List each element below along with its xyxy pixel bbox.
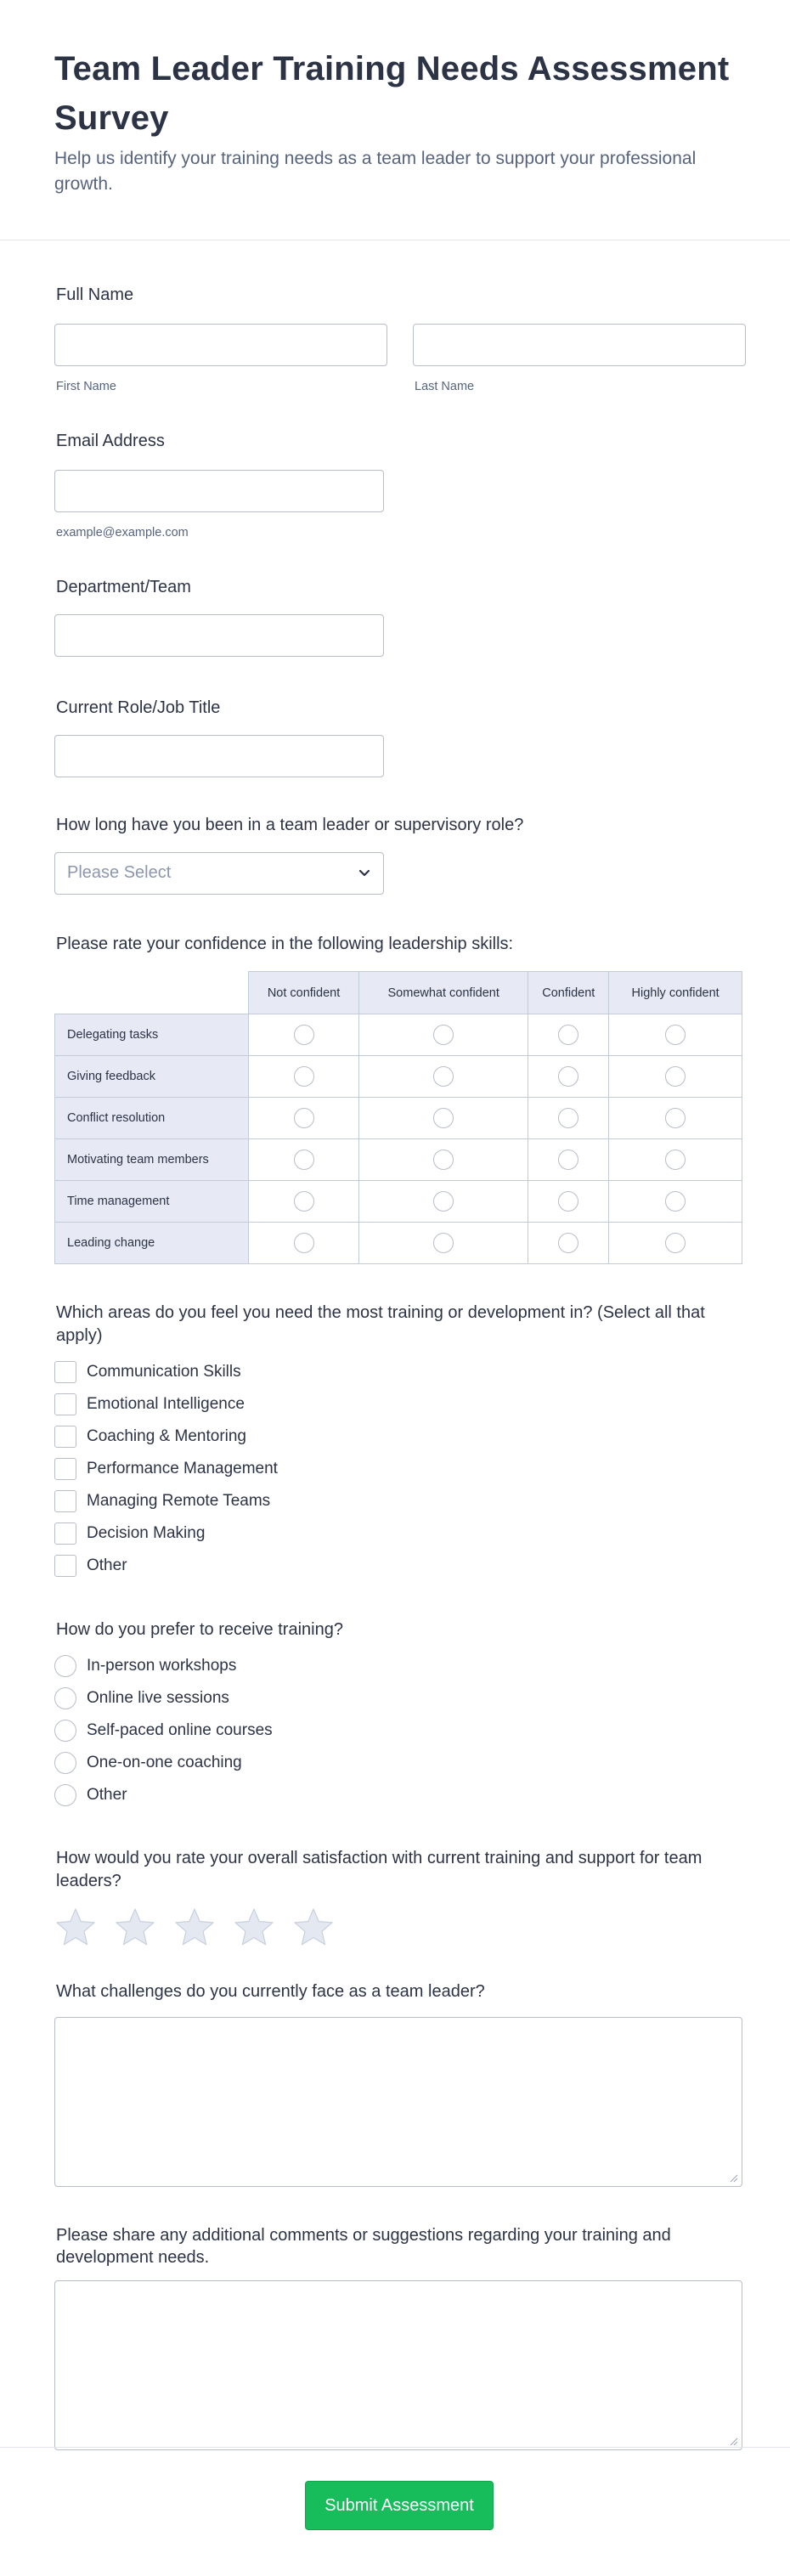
checkbox-option[interactable] [54, 1550, 744, 1582]
matrix-cell [609, 1056, 742, 1098]
matrix-cell [528, 1056, 609, 1098]
survey-form [0, 240, 790, 2450]
training-areas-options [54, 1356, 744, 1582]
matrix-cell [249, 1139, 359, 1181]
department-input[interactable] [54, 614, 384, 657]
matrix-row [55, 1139, 742, 1181]
tenure-placeholder: Please Select [67, 863, 172, 882]
form-header [0, 0, 790, 240]
matrix-cell [359, 1223, 528, 1264]
tenure-dropdown[interactable] [54, 852, 384, 895]
email-label: Email Address [56, 432, 165, 450]
matrix-radio[interactable] [433, 1233, 454, 1253]
resize-handle-icon[interactable] [730, 2438, 738, 2446]
matrix-cell [528, 1139, 609, 1181]
department-label: Department/Team [56, 578, 191, 596]
matrix-radio[interactable] [558, 1233, 578, 1253]
radio-button[interactable] [54, 1784, 76, 1806]
checkbox-option[interactable] [54, 1485, 744, 1517]
training-preference-question [54, 1618, 744, 1811]
matrix-radio[interactable] [433, 1191, 454, 1212]
radio-label: Self-paced online courses [87, 1721, 273, 1739]
matrix-cell [359, 1098, 528, 1139]
radio-option[interactable] [54, 1715, 744, 1747]
full-name-question [54, 240, 744, 393]
radio-label: One-on-one coaching [87, 1754, 242, 1771]
matrix-cell [609, 1223, 742, 1264]
checkbox-label: Emotional Intelligence [87, 1395, 245, 1413]
matrix-column-header: Somewhat confident [359, 972, 528, 1014]
checkbox-option[interactable] [54, 1517, 744, 1550]
matrix-row-label: Giving feedback [55, 1056, 249, 1098]
training-preference-options [54, 1650, 744, 1811]
comments-question [54, 2224, 744, 2450]
radio-button[interactable] [54, 1687, 76, 1709]
comments-label: Please share any additional comments or suggestions regarding your training and development needs. [56, 2226, 671, 2267]
training-areas-label: Which areas do you feel you need the most training or development in? (Select all that apply) [56, 1303, 705, 1345]
radio-option[interactable] [54, 1682, 744, 1715]
matrix-cell [609, 1181, 742, 1223]
matrix-cell [609, 1098, 742, 1139]
matrix-row-label: Motivating team members [55, 1139, 249, 1181]
matrix-cell [609, 1014, 742, 1056]
matrix-radio[interactable] [433, 1025, 454, 1045]
radio-option[interactable] [54, 1650, 744, 1682]
matrix-row [55, 1056, 742, 1098]
matrix-radio[interactable] [665, 1150, 686, 1170]
matrix-cell [249, 1223, 359, 1264]
matrix-radio[interactable] [665, 1191, 686, 1212]
checkbox-label: Other [87, 1556, 127, 1574]
matrix-cell [528, 1014, 609, 1056]
matrix-radio[interactable] [558, 1191, 578, 1212]
matrix-radio[interactable] [433, 1150, 454, 1170]
matrix-column-header: Not confident [249, 972, 359, 1014]
role-input[interactable] [54, 735, 384, 777]
training-areas-question [54, 1302, 744, 1582]
star-icon[interactable] [233, 1907, 275, 1947]
checkbox-label: Coaching & Mentoring [87, 1427, 246, 1445]
page-title: Team Leader Training Needs Assessment Survey [54, 50, 730, 137]
matrix-cell [359, 1181, 528, 1223]
matrix-row-label: Delegating tasks [55, 1014, 249, 1056]
radio-label: Online live sessions [87, 1689, 229, 1707]
last-name-input[interactable] [413, 324, 746, 366]
matrix-row [55, 1181, 742, 1223]
matrix-radio[interactable] [558, 1150, 578, 1170]
submit-button[interactable]: Submit Assessment [305, 2481, 494, 2530]
star-icon[interactable] [54, 1907, 97, 1947]
checkbox-label: Performance Management [87, 1460, 278, 1477]
email-question [54, 429, 744, 539]
matrix-cell [359, 1056, 528, 1098]
star-rating [54, 1907, 744, 1947]
tenure-label: How long have you been in a team leader or supervisory role? [56, 816, 524, 834]
challenges-question [54, 1980, 744, 2187]
checkbox[interactable] [54, 1555, 76, 1577]
matrix-row-label: Time management [55, 1181, 249, 1223]
challenges-label: What challenges do you currently face as a team leader? [56, 1982, 485, 2001]
matrix-corner [55, 972, 249, 1014]
last-name-sublabel: Last Name [415, 380, 475, 393]
matrix-radio[interactable] [294, 1150, 314, 1170]
checkbox[interactable] [54, 1393, 76, 1415]
matrix-row [55, 1014, 742, 1056]
matrix-cell [528, 1181, 609, 1223]
radio-button[interactable] [54, 1752, 76, 1774]
resize-handle-icon[interactable] [730, 2174, 738, 2183]
checkbox-label: Managing Remote Teams [87, 1492, 271, 1510]
tenure-question [54, 813, 744, 895]
page-subtitle: Help us identify your training needs as a team leader to support your professional growth. [54, 149, 697, 194]
satisfaction-label: How would you rate your overall satisfaction with current training and support for team leaders? [56, 1849, 703, 1890]
matrix-radio[interactable] [433, 1108, 454, 1128]
matrix-radio[interactable] [665, 1025, 686, 1045]
matrix-cell [359, 1014, 528, 1056]
checkbox-label: Decision Making [87, 1524, 206, 1542]
checkbox[interactable] [54, 1426, 76, 1448]
matrix-cell [609, 1139, 742, 1181]
chevron-down-icon [356, 865, 373, 882]
matrix-cell [249, 1098, 359, 1139]
radio-option[interactable] [54, 1779, 744, 1811]
radio-label: In-person workshops [87, 1657, 237, 1675]
email-input[interactable] [54, 470, 384, 512]
matrix-radio[interactable] [294, 1191, 314, 1212]
matrix-cell [249, 1181, 359, 1223]
star-icon[interactable] [114, 1907, 156, 1947]
matrix-row-label: Leading change [55, 1223, 249, 1264]
form-footer [0, 2447, 790, 2576]
checkbox-option[interactable] [54, 1388, 744, 1421]
matrix-radio[interactable] [294, 1108, 314, 1128]
role-question [54, 696, 744, 777]
matrix-cell [249, 1014, 359, 1056]
checkbox[interactable] [54, 1458, 76, 1480]
star-icon[interactable] [292, 1907, 335, 1947]
matrix-radio[interactable] [294, 1066, 314, 1087]
matrix-cell [528, 1098, 609, 1139]
checkbox-option[interactable] [54, 1453, 744, 1485]
confidence-matrix [54, 971, 742, 1264]
email-sublabel: example@example.com [56, 526, 189, 539]
full-name-label: Full Name [56, 285, 134, 304]
checkbox[interactable] [54, 1522, 76, 1545]
matrix-radio[interactable] [558, 1108, 578, 1128]
matrix-cell [359, 1139, 528, 1181]
matrix-radio[interactable] [665, 1066, 686, 1087]
first-name-sublabel: First Name [56, 380, 116, 393]
checkbox-option[interactable] [54, 1356, 744, 1388]
matrix-column-header: Highly confident [609, 972, 742, 1014]
challenges-textarea[interactable] [54, 2017, 742, 2187]
checkbox[interactable] [54, 1490, 76, 1512]
matrix-row [55, 1223, 742, 1264]
radio-label: Other [87, 1786, 127, 1804]
confidence-question [54, 932, 744, 1264]
matrix-radio[interactable] [294, 1025, 314, 1045]
matrix-column-header: Confident [528, 972, 609, 1014]
checkbox-option[interactable] [54, 1421, 744, 1453]
matrix-row [55, 1098, 742, 1139]
checkbox-label: Communication Skills [87, 1363, 241, 1381]
star-icon[interactable] [173, 1907, 216, 1947]
radio-button[interactable] [54, 1720, 76, 1742]
radio-option[interactable] [54, 1747, 744, 1779]
matrix-cell [249, 1056, 359, 1098]
matrix-cell [528, 1223, 609, 1264]
matrix-radio[interactable] [665, 1233, 686, 1253]
checkbox[interactable] [54, 1361, 76, 1383]
first-name-input[interactable] [54, 324, 387, 366]
matrix-radio[interactable] [558, 1025, 578, 1045]
satisfaction-question [54, 1847, 744, 1947]
matrix-radio[interactable] [433, 1066, 454, 1087]
training-preference-label: How do you prefer to receive training? [56, 1620, 343, 1639]
matrix-radio[interactable] [558, 1066, 578, 1087]
radio-button[interactable] [54, 1655, 76, 1677]
matrix-row-label: Conflict resolution [55, 1098, 249, 1139]
matrix-radio[interactable] [665, 1108, 686, 1128]
role-label: Current Role/Job Title [56, 698, 221, 717]
comments-textarea[interactable] [54, 2280, 742, 2450]
confidence-label: Please rate your confidence in the following leadership skills: [56, 935, 514, 953]
matrix-radio[interactable] [294, 1233, 314, 1253]
department-question [54, 575, 744, 657]
